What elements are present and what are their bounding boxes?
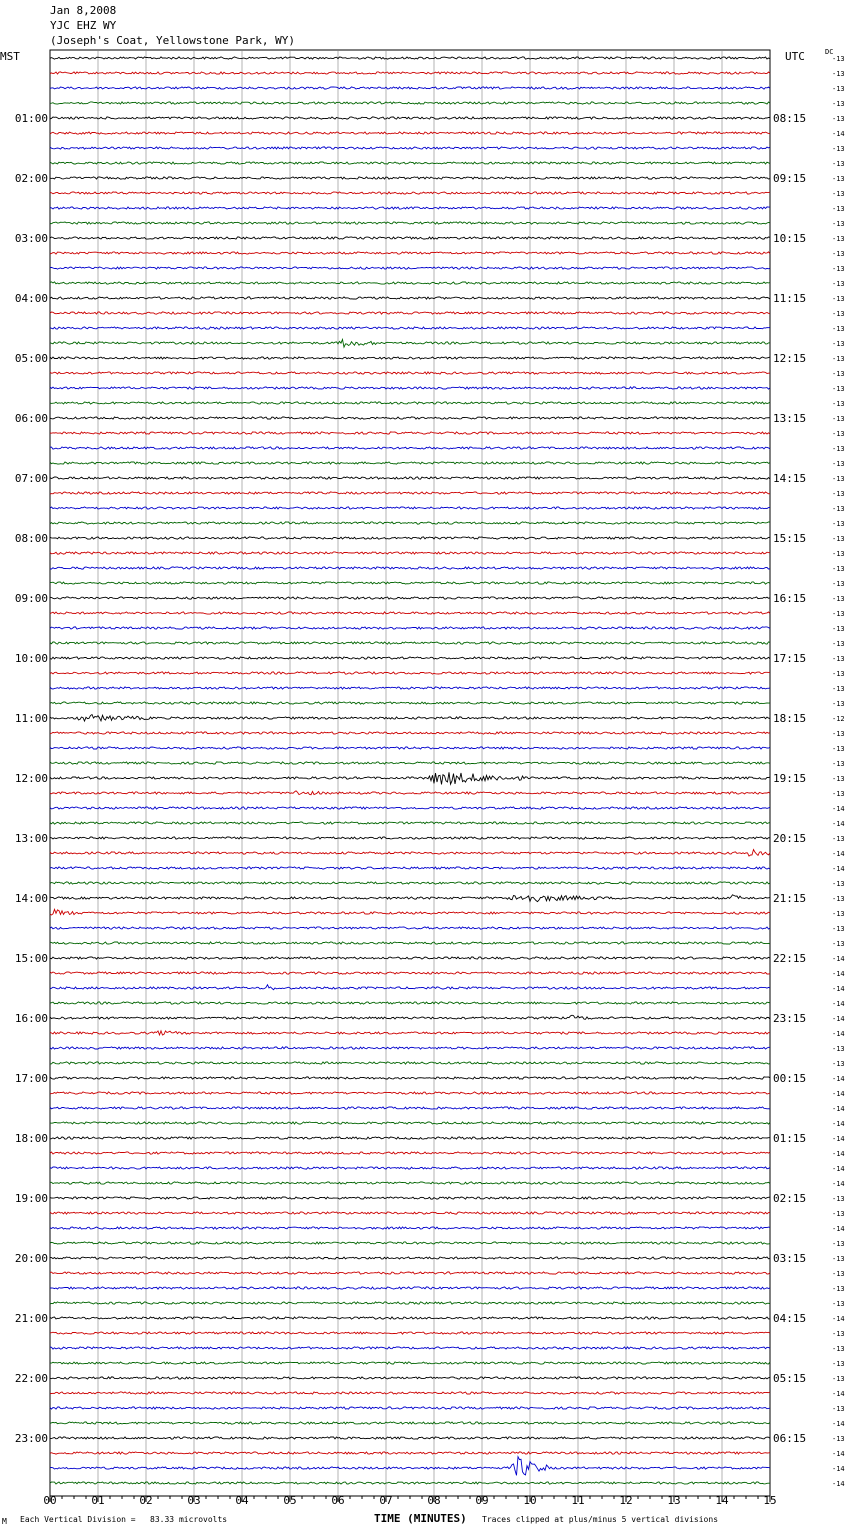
trace-line bbox=[50, 762, 770, 764]
dc-offset-label: -13 bbox=[832, 1240, 845, 1248]
trace-line bbox=[50, 162, 770, 164]
dc-offset-label: -13 bbox=[832, 625, 845, 633]
right-hour-label: 06:15 bbox=[773, 1432, 807, 1445]
dc-offset-label: -13 bbox=[832, 670, 845, 678]
left-hour-label: 09:00 bbox=[14, 592, 48, 605]
trace-line bbox=[50, 462, 770, 464]
dc-offset-label: -13 bbox=[832, 895, 845, 903]
dc-offset-label: -13 bbox=[832, 730, 845, 738]
dc-offset-label: -13 bbox=[832, 400, 845, 408]
trace-line bbox=[50, 895, 770, 902]
trace-line bbox=[50, 1362, 770, 1364]
trace-line bbox=[50, 1137, 770, 1139]
right-hour-label: 22:15 bbox=[773, 952, 807, 965]
dc-offset-label: -13 bbox=[832, 745, 845, 753]
trace-line bbox=[50, 772, 770, 784]
dc-offset-label: -14 bbox=[832, 1180, 845, 1188]
dc-offset-label: -13 bbox=[832, 1270, 845, 1278]
dc-offset-label: -13 bbox=[832, 70, 845, 78]
trace-line bbox=[50, 1457, 770, 1476]
dc-label: DC bbox=[825, 48, 834, 56]
dc-offset-label: -14 bbox=[832, 1465, 845, 1473]
dc-offset-label: -14 bbox=[832, 1015, 845, 1023]
left-hour-label: 10:00 bbox=[14, 652, 48, 665]
trace-line bbox=[50, 417, 770, 419]
dc-offset-label: -13 bbox=[832, 565, 845, 573]
trace-line bbox=[50, 312, 770, 314]
dc-offset-label: -13 bbox=[832, 775, 845, 783]
dc-offset-label: -13 bbox=[832, 1210, 845, 1218]
dc-offset-label: -14 bbox=[832, 985, 845, 993]
dc-offset-label: -13 bbox=[832, 685, 845, 693]
x-tick-label: 00 bbox=[43, 1494, 57, 1507]
trace-line bbox=[50, 1377, 770, 1379]
right-hour-label: 11:15 bbox=[773, 292, 807, 305]
right-hour-label: 15:15 bbox=[773, 532, 807, 545]
dc-offset-label: -13 bbox=[832, 100, 845, 108]
x-tick-label: 08 bbox=[427, 1494, 441, 1507]
trace-line bbox=[50, 687, 770, 689]
right-hour-label: 18:15 bbox=[773, 712, 807, 725]
trace-line bbox=[50, 1092, 770, 1094]
dc-offset-label: -13 bbox=[832, 880, 845, 888]
trace-line bbox=[50, 117, 770, 119]
x-tick-label: 13 bbox=[667, 1494, 681, 1507]
dc-offset-label: -13 bbox=[832, 790, 845, 798]
dc-offset-label: -13 bbox=[832, 1360, 845, 1368]
dc-offset-label: -13 bbox=[832, 760, 845, 768]
trace-line bbox=[50, 477, 770, 479]
dc-offset-label: -13 bbox=[832, 910, 845, 918]
trace-line bbox=[50, 612, 770, 614]
right-hour-label: 08:15 bbox=[773, 112, 807, 125]
dc-offset-label: -14 bbox=[832, 820, 845, 828]
dc-offset-label: -14 bbox=[832, 1390, 845, 1398]
x-tick-label: 09 bbox=[475, 1494, 489, 1507]
dc-offset-label: -13 bbox=[832, 370, 845, 378]
trace-line bbox=[50, 1015, 770, 1019]
right-hour-label: 10:15 bbox=[773, 232, 807, 245]
trace-line bbox=[50, 432, 770, 434]
dc-offset-label: -14 bbox=[832, 1090, 845, 1098]
trace-line bbox=[50, 552, 770, 554]
trace-line bbox=[50, 1077, 770, 1079]
right-hour-label: 00:15 bbox=[773, 1072, 807, 1085]
left-hour-label: 22:00 bbox=[14, 1372, 48, 1385]
trace-line bbox=[50, 1392, 770, 1394]
trace-line bbox=[50, 850, 770, 857]
trace-line bbox=[50, 791, 770, 795]
dc-offset-label: -13 bbox=[832, 160, 845, 168]
corner-mark: M bbox=[2, 1517, 7, 1526]
dc-offset-label: -14 bbox=[832, 970, 845, 978]
trace-line bbox=[50, 1122, 770, 1124]
trace-line bbox=[50, 1317, 770, 1319]
dc-offset-label: -13 bbox=[832, 1435, 845, 1443]
dc-offset-label: -13 bbox=[832, 115, 845, 123]
right-hour-label: 13:15 bbox=[773, 412, 807, 425]
x-tick-label: 11 bbox=[571, 1494, 585, 1507]
dc-offset-label: -13 bbox=[832, 835, 845, 843]
dc-offset-label: -13 bbox=[832, 340, 845, 348]
dc-offset-label: -14 bbox=[832, 1150, 845, 1158]
trace-line bbox=[50, 1227, 770, 1229]
dc-offset-label: -14 bbox=[832, 955, 845, 963]
dc-offset-label: -14 bbox=[832, 1165, 845, 1173]
trace-line bbox=[50, 1257, 770, 1259]
trace-line bbox=[50, 72, 770, 74]
left-hour-label: 02:00 bbox=[14, 172, 48, 185]
dc-offset-label: -14 bbox=[832, 130, 845, 138]
right-hour-label: 19:15 bbox=[773, 772, 807, 785]
trace-line bbox=[50, 1047, 770, 1049]
dc-offset-label: -13 bbox=[832, 1285, 845, 1293]
trace-line bbox=[50, 537, 770, 539]
dc-offset-label: -14 bbox=[832, 1450, 845, 1458]
dc-offset-label: -13 bbox=[832, 430, 845, 438]
chart-date: Jan 8,2008 bbox=[50, 4, 117, 17]
scale-note: Each Vertical Division = 83.33 microvolts bbox=[20, 1515, 228, 1524]
trace-line bbox=[50, 222, 770, 224]
trace-line bbox=[50, 715, 770, 722]
trace-line bbox=[50, 1287, 770, 1289]
trace-line bbox=[50, 909, 770, 915]
dc-offset-label: -14 bbox=[832, 850, 845, 858]
trace-line bbox=[50, 297, 770, 299]
dc-offset-label: -13 bbox=[832, 550, 845, 558]
trace-line bbox=[50, 972, 770, 974]
trace-line bbox=[50, 147, 770, 149]
dc-offset-label: -13 bbox=[832, 460, 845, 468]
dc-offset-label: -13 bbox=[832, 1345, 845, 1353]
x-tick-label: 07 bbox=[379, 1494, 393, 1507]
trace-line bbox=[50, 1107, 770, 1109]
trace-line bbox=[50, 327, 770, 329]
trace-line bbox=[50, 372, 770, 374]
right-hour-label: 16:15 bbox=[773, 592, 807, 605]
dc-offset-label: -13 bbox=[832, 145, 845, 153]
left-hour-label: 11:00 bbox=[14, 712, 48, 725]
x-tick-label: 15 bbox=[763, 1494, 777, 1507]
left-hour-label: 07:00 bbox=[14, 472, 48, 485]
left-hour-label: 20:00 bbox=[14, 1252, 48, 1265]
right-hour-label: 14:15 bbox=[773, 472, 807, 485]
trace-line bbox=[50, 1031, 770, 1035]
dc-offset-label: -13 bbox=[832, 520, 845, 528]
trace-line bbox=[50, 747, 770, 749]
dc-offset-label: -14 bbox=[832, 1030, 845, 1038]
x-tick-label: 10 bbox=[523, 1494, 537, 1507]
x-tick-label: 14 bbox=[715, 1494, 729, 1507]
dc-offset-label: -13 bbox=[832, 610, 845, 618]
trace-line bbox=[50, 597, 770, 599]
dc-offset-label: -13 bbox=[832, 1255, 845, 1263]
trace-line bbox=[50, 1302, 770, 1304]
dc-offset-label: -13 bbox=[832, 655, 845, 663]
left-hour-label: 19:00 bbox=[14, 1192, 48, 1205]
trace-line bbox=[50, 1152, 770, 1154]
trace-line bbox=[50, 1332, 770, 1334]
trace-line bbox=[50, 1197, 770, 1199]
trace-line bbox=[50, 1347, 770, 1349]
dc-offset-label: -12 bbox=[832, 715, 845, 723]
left-hour-label: 05:00 bbox=[14, 352, 48, 365]
trace-line bbox=[50, 447, 770, 449]
trace-line bbox=[50, 252, 770, 254]
dc-offset-label: -14 bbox=[832, 805, 845, 813]
trace-line bbox=[50, 1002, 770, 1004]
dc-offset-label: -13 bbox=[832, 535, 845, 543]
trace-line bbox=[50, 1272, 770, 1274]
left-hour-label: 17:00 bbox=[14, 1072, 48, 1085]
dc-offset-label: -13 bbox=[832, 175, 845, 183]
trace-line bbox=[50, 837, 770, 839]
trace-line bbox=[50, 57, 770, 59]
trace-line bbox=[50, 672, 770, 674]
right-hour-label: 09:15 bbox=[773, 172, 807, 185]
dc-offset-label: -13 bbox=[832, 385, 845, 393]
left-hour-label: 12:00 bbox=[14, 772, 48, 785]
right-hour-label: 23:15 bbox=[773, 1012, 807, 1025]
trace-line bbox=[50, 87, 770, 89]
trace-line bbox=[50, 207, 770, 209]
dc-offset-label: -14 bbox=[832, 1480, 845, 1488]
left-hour-label: 18:00 bbox=[14, 1132, 48, 1145]
dc-offset-label: -13 bbox=[832, 205, 845, 213]
x-tick-label: 06 bbox=[331, 1494, 345, 1507]
trace-line bbox=[50, 387, 770, 389]
trace-line bbox=[50, 942, 770, 944]
trace-line bbox=[50, 1407, 770, 1409]
left-hour-label: 01:00 bbox=[14, 112, 48, 125]
left-hour-label: 04:00 bbox=[14, 292, 48, 305]
trace-line bbox=[50, 339, 770, 347]
dc-offset-label: -13 bbox=[832, 295, 845, 303]
trace-line bbox=[50, 732, 770, 734]
trace-line bbox=[50, 822, 770, 824]
right-hour-label: 17:15 bbox=[773, 652, 807, 665]
trace-line bbox=[50, 642, 770, 644]
trace-line bbox=[50, 132, 770, 134]
trace-line bbox=[50, 657, 770, 659]
left-hour-label: 06:00 bbox=[14, 412, 48, 425]
trace-line bbox=[50, 1452, 770, 1454]
x-tick-label: 02 bbox=[139, 1494, 153, 1507]
dc-offset-label: -13 bbox=[832, 925, 845, 933]
trace-line bbox=[50, 1167, 770, 1169]
dc-offset-label: -13 bbox=[832, 475, 845, 483]
trace-line bbox=[50, 567, 770, 569]
trace-line bbox=[50, 1062, 770, 1064]
trace-line bbox=[50, 867, 770, 869]
dc-offset-label: -13 bbox=[832, 490, 845, 498]
dc-offset-label: -13 bbox=[832, 1300, 845, 1308]
dc-offset-label: -13 bbox=[832, 505, 845, 513]
trace-line bbox=[50, 237, 770, 239]
dc-offset-label: -13 bbox=[832, 55, 845, 63]
dc-offset-label: -14 bbox=[832, 1075, 845, 1083]
left-hour-label: 23:00 bbox=[14, 1432, 48, 1445]
right-hour-label: 21:15 bbox=[773, 892, 807, 905]
dc-offset-label: -14 bbox=[832, 1315, 845, 1323]
trace-line bbox=[50, 267, 770, 269]
trace-line bbox=[50, 807, 770, 809]
left-hour-label: 03:00 bbox=[14, 232, 48, 245]
dc-offset-label: -13 bbox=[832, 325, 845, 333]
dc-offset-label: -13 bbox=[832, 250, 845, 258]
dc-offset-label: -13 bbox=[832, 280, 845, 288]
dc-offset-label: -13 bbox=[832, 640, 845, 648]
trace-line bbox=[50, 985, 770, 990]
right-timezone-label: UTC bbox=[785, 50, 805, 63]
right-hour-label: 12:15 bbox=[773, 352, 807, 365]
trace-line bbox=[50, 882, 770, 884]
dc-offset-label: -14 bbox=[832, 1000, 845, 1008]
dc-offset-label: -13 bbox=[832, 1375, 845, 1383]
left-hour-label: 16:00 bbox=[14, 1012, 48, 1025]
trace-line bbox=[50, 507, 770, 509]
left-hour-label: 21:00 bbox=[14, 1312, 48, 1325]
trace-line bbox=[50, 1482, 770, 1484]
trace-line bbox=[50, 357, 770, 359]
trace-line bbox=[50, 522, 770, 524]
x-tick-label: 04 bbox=[235, 1494, 249, 1507]
trace-line bbox=[50, 492, 770, 494]
trace-line bbox=[50, 1242, 770, 1244]
dc-offset-label: -13 bbox=[832, 415, 845, 423]
dc-offset-label: -14 bbox=[832, 1225, 845, 1233]
right-hour-label: 03:15 bbox=[773, 1252, 807, 1265]
dc-offset-label: -13 bbox=[832, 940, 845, 948]
dc-offset-label: -14 bbox=[832, 1120, 845, 1128]
trace-line bbox=[50, 192, 770, 194]
dc-offset-label: -13 bbox=[832, 1045, 845, 1053]
left-hour-label: 08:00 bbox=[14, 532, 48, 545]
left-hour-label: 14:00 bbox=[14, 892, 48, 905]
dc-offset-label: -13 bbox=[832, 310, 845, 318]
trace-line bbox=[50, 582, 770, 584]
dc-offset-label: -13 bbox=[832, 190, 845, 198]
dc-offset-label: -13 bbox=[832, 355, 845, 363]
clip-note: Traces clipped at plus/minus 5 vertical divisions bbox=[482, 1515, 719, 1524]
dc-offset-label: -13 bbox=[832, 595, 845, 603]
trace-line bbox=[50, 1182, 770, 1184]
x-tick-label: 12 bbox=[619, 1494, 633, 1507]
x-tick-label: 03 bbox=[187, 1494, 201, 1507]
right-hour-label: 20:15 bbox=[773, 832, 807, 845]
trace-line bbox=[50, 627, 770, 629]
x-tick-label: 01 bbox=[91, 1494, 105, 1507]
right-hour-label: 02:15 bbox=[773, 1192, 807, 1205]
trace-line bbox=[50, 702, 770, 704]
dc-offset-label: -13 bbox=[832, 85, 845, 93]
station-location: (Joseph's Coat, Yellowstone Park, WY) bbox=[50, 34, 296, 47]
right-hour-label: 04:15 bbox=[773, 1312, 807, 1325]
trace-line bbox=[50, 102, 770, 104]
dc-offset-label: -13 bbox=[832, 1330, 845, 1338]
dc-offset-label: -13 bbox=[832, 700, 845, 708]
left-hour-label: 13:00 bbox=[14, 832, 48, 845]
dc-offset-label: -14 bbox=[832, 865, 845, 873]
dc-offset-label: -13 bbox=[832, 220, 845, 228]
dc-offset-label: -13 bbox=[832, 1060, 845, 1068]
dc-offset-label: -13 bbox=[832, 1195, 845, 1203]
right-hour-label: 05:15 bbox=[773, 1372, 807, 1385]
station-code: YJC EHZ WY bbox=[50, 19, 117, 32]
dc-offset-label: -14 bbox=[832, 1135, 845, 1143]
dc-offset-label: -14 bbox=[832, 1420, 845, 1428]
dc-offset-label: -13 bbox=[832, 265, 845, 273]
trace-line bbox=[50, 1437, 770, 1439]
trace-line bbox=[50, 282, 770, 284]
trace-line bbox=[50, 957, 770, 959]
dc-offset-label: -13 bbox=[832, 1405, 845, 1413]
trace-line bbox=[50, 177, 770, 179]
dc-offset-label: -14 bbox=[832, 1105, 845, 1113]
right-hour-label: 01:15 bbox=[773, 1132, 807, 1145]
trace-line bbox=[50, 1422, 770, 1424]
left-timezone-label: MST bbox=[0, 50, 20, 63]
trace-line bbox=[50, 1212, 770, 1214]
dc-offset-label: -13 bbox=[832, 445, 845, 453]
trace-line bbox=[50, 402, 770, 404]
trace-line bbox=[50, 927, 770, 929]
x-tick-label: 05 bbox=[283, 1494, 297, 1507]
left-hour-label: 15:00 bbox=[14, 952, 48, 965]
dc-offset-label: -13 bbox=[832, 580, 845, 588]
dc-offset-label: -13 bbox=[832, 235, 845, 243]
x-axis-title: TIME (MINUTES) bbox=[374, 1512, 467, 1525]
